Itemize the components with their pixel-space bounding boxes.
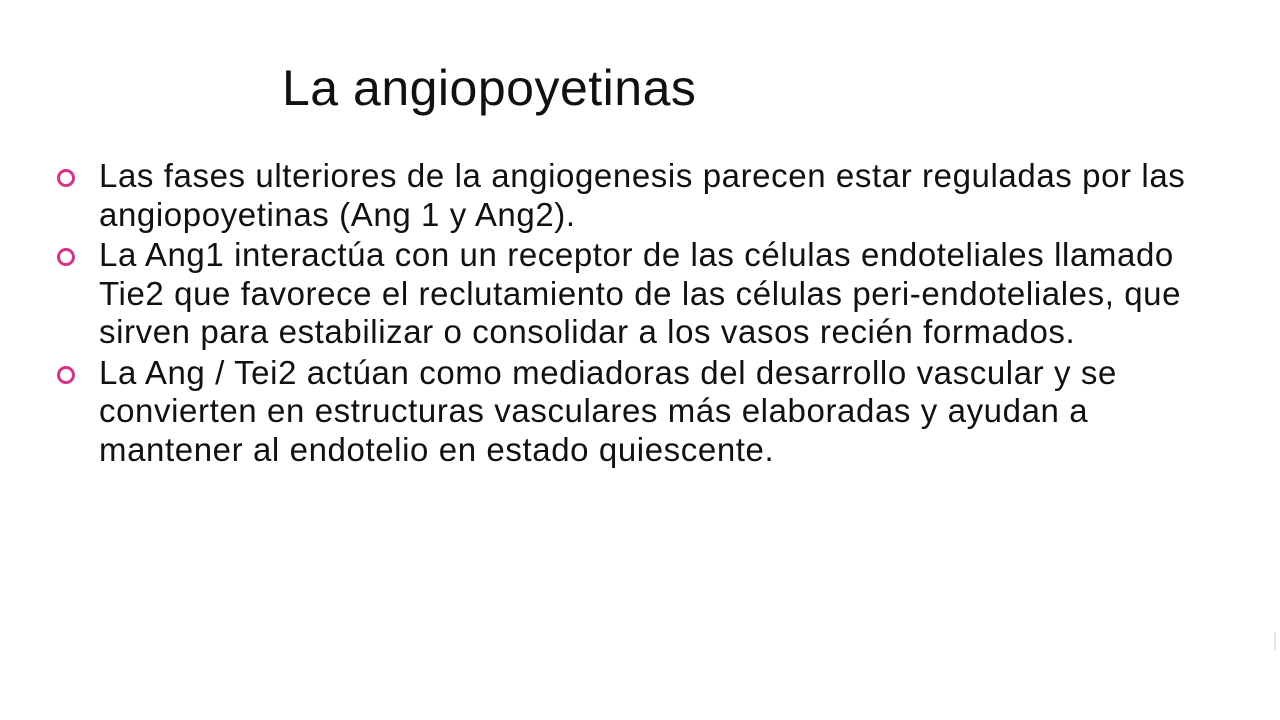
bullet-item [56, 354, 1226, 470]
edge-divider [1274, 632, 1276, 650]
bullet-item [56, 236, 1226, 352]
hollow-circle-bullet-icon [57, 248, 75, 266]
bullet-text: Las fases ulteriores de la angiogenesis parecen estar reguladas por las angiopoyetinas (Ang 1 y Ang2). [99, 157, 1186, 233]
slide-title: La angiopoyetinas [282, 60, 697, 116]
bullet-list [56, 157, 1226, 471]
bullet-text: La Ang / Tei2 actúan como mediadoras del desarrollo vascular y se convierten en estructuras vasculares más elaboradas y ayudan a mantener al endotelio en estado quiescente. [99, 353, 1117, 468]
bullet-item [56, 157, 1226, 234]
bullet-text: La Ang1 interactúa con un receptor de las células endoteliales llamado Tie2 que favorece el reclutamiento de las células peri-endoteliales, que sirven para estabilizar o consolidar a los vasos recién formados. [99, 236, 1182, 350]
hollow-circle-bullet-icon [57, 366, 75, 384]
hollow-circle-bullet-icon [57, 169, 75, 187]
